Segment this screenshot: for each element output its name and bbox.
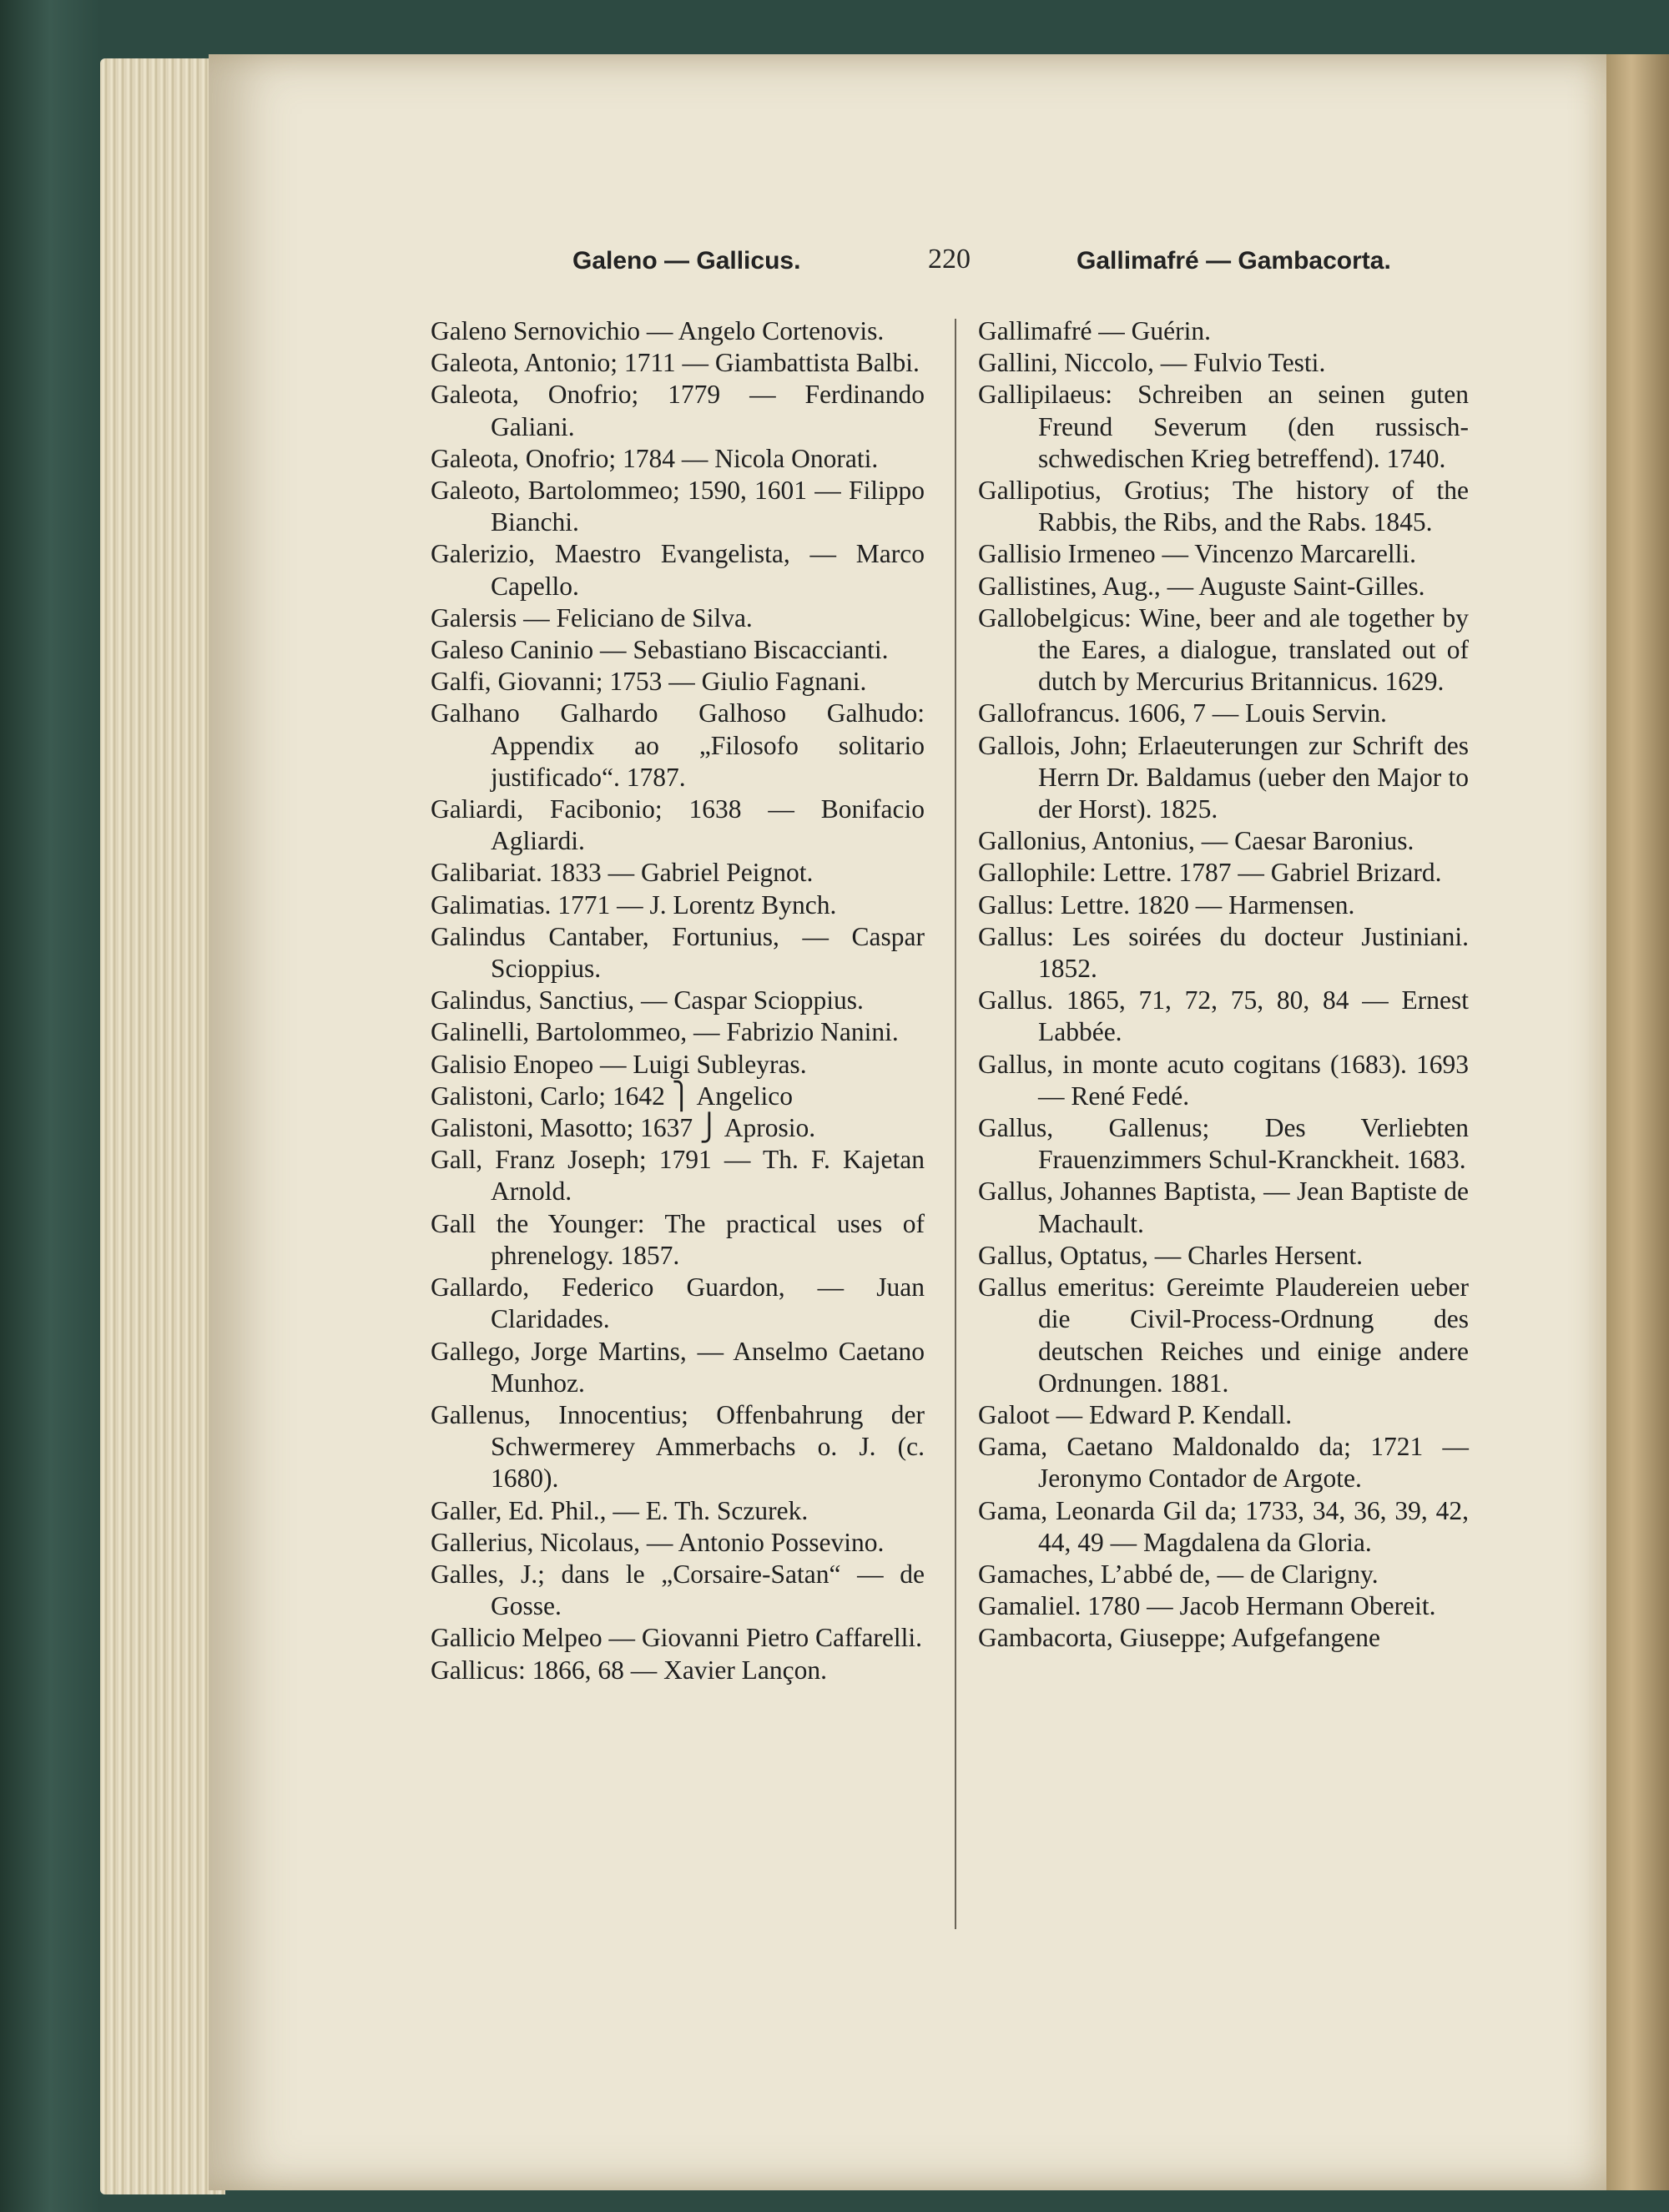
index-entry: Gallofrancus. 1606, 7 — Louis Servin. [978,698,1387,728]
index-entry: Gallus, Gallenus; Des Verliebten Frauenzimmers Schul-Kranckheit. 1683. [978,1113,1469,1175]
index-entry: Gama, Caetano Maldonaldo da; 1721 — Jeronymo Contador de Argote. [978,1432,1469,1494]
index-entry: Gallego, Jorge Martins, — Anselmo Caetano Munhoz. [431,1336,925,1398]
left-column [431,315,925,1686]
index-entry: Galerizio, Maestro Evangelista, — Marco Capello. [431,539,925,601]
index-entry: Gallus emeritus: Gereimte Plaudereien ueber die Civil-Process-Ordnung des deutschen Reiches und einige andere Ordnungen. 1881. [978,1272,1469,1398]
index-entry: Gallipotius, Grotius; The history of the Rabbis, the Ribs, and the Rabs. 1845. [978,476,1469,537]
index-entry: Gallus, in monte acuto cogitans (1683). 1693 — René Fedé. [978,1049,1469,1111]
index-entry: Gallenus, Innocentius; Offenbahrung der Schwermerey Ammerbachs o. J. (c. 1680). [431,1399,925,1494]
index-entry: Gamaliel. 1780 — Jacob Hermann Obereit. [978,1591,1436,1621]
index-entry: Gallicus: 1866, 68 — Xavier Lançon. [431,1655,828,1685]
index-entry: Gallimafré — Guérin. [978,316,1212,345]
index-entry: Galeota, Onofrio; 1779 — Ferdinando Galiani. [431,380,925,441]
index-entry: Gallobelgicus: Wine, beer and ale together by the Eares, a dialogue, translated out of dutch by Mercurius Britannicus. 1629. [978,602,1469,697]
right-column [978,315,1469,1655]
index-entry: Galersis — Feliciano de Silva. [431,602,753,632]
index-entry: Gamaches, L’abbé de, — de Clarigny. [978,1559,1379,1589]
running-head-left: Galeno — Gallicus. [572,247,801,275]
index-entry: Gama, Leonarda Gil da; 1733, 34, 36, 39, 42, 44, 49 — Magdalena da Gloria. [978,1495,1469,1557]
index-entry: Gallonius, Antonius, — Caesar Baronius. [978,826,1414,856]
index-entry: Galfi, Giovanni; 1753 — Giulio Fagnani. [431,667,867,697]
index-entry: Galhano Galhardo Galhoso Galhudo: Appendix ao „Filosofo solitario justificado“. 1787. [431,698,925,792]
running-head-right: Gallimafré — Gambacorta. [1077,247,1391,275]
index-entry: Galinelli, Bartolommeo, — Fabrizio Nanini. [431,1017,899,1047]
index-entry: Gallini, Niccolo, — Fulvio Testi. [978,348,1326,378]
index-entry: Galindus, Sanctius, — Caspar Scioppius. [431,985,864,1015]
index-entry: Gallois, John; Erlaeuterungen zur Schrift des Herrn Dr. Baldamus (ueber den Major to der Horst). 1825. [978,730,1469,824]
page-stack-edge [100,58,225,2194]
index-entry: Gall, Franz Joseph; 1791 — Th. F. Kajetan Arnold. [431,1145,925,1207]
index-entry: Galeno Sernovichio — Angelo Cortenovis. [431,316,885,345]
index-entry: Galisio Enopeo — Luigi Subleyras. [431,1049,807,1079]
index-entry: Gallerius, Nicolaus, — Antonio Possevino. [431,1527,885,1557]
index-entry: Galindus Cantaber, Fortunius, — Caspar Scioppius. [431,921,925,984]
index-entry: Gambacorta, Giuseppe; Aufgefangene [978,1623,1380,1653]
index-entry: Gallophile: Lettre. 1787 — Gabriel Brizard. [978,858,1442,888]
index-entry: Galeota, Antonio; 1711 — Giambattista Balbi. [431,348,920,378]
page-number: 220 [928,244,971,275]
facing-page-edge [1606,54,1669,2190]
index-entry: Gallipilaeus: Schreiben an seinen guten Freund Severum (den russisch-schwedischen Krieg betreffend). 1740. [978,380,1469,473]
index-entry: Galistoni, Masotto; 1637 ⎭ Aprosio. [431,1113,816,1143]
index-entry: Gall the Younger: The practical uses of phrenelogy. 1857. [431,1208,925,1270]
index-entry: Galibariat. 1833 — Gabriel Peignot. [431,858,814,888]
index-entry: Galimatias. 1771 — J. Lorentz Bynch. [431,889,837,920]
index-entry: Gallus. 1865, 71, 72, 75, 80, 84 — Ernest Labbée. [978,985,1469,1047]
index-entry: Gallisio Irmeneo — Vincenzo Marcarelli. [978,539,1416,569]
index-entry: Gallus, Johannes Baptista, — Jean Baptiste de Machault. [978,1177,1469,1238]
index-entry: Galoot — Edward P. Kendall. [978,1399,1293,1429]
index-entry: Galeso Caninio — Sebastiano Biscaccianti. [431,635,889,665]
column-divider [955,319,956,1929]
index-entry: Galiardi, Facibonio; 1638 — Bonifacio Agliardi. [431,794,925,856]
index-entry: Galeota, Onofrio; 1784 — Nicola Onorati. [431,443,879,473]
index-entry: Gallus, Optatus, — Charles Hersent. [978,1240,1364,1270]
index-entry: Galeoto, Bartolommeo; 1590, 1601 — Filippo Bianchi. [431,476,925,537]
index-entry: Gallistines, Aug., — Auguste Saint-Gilles. [978,571,1425,601]
index-entry: Gallus: Lettre. 1820 — Harmensen. [978,889,1355,920]
index-entry: Gallicio Melpeo — Giovanni Pietro Caffarelli. [431,1623,923,1653]
index-entry: Galles, J.; dans le „Corsaire-Satan“ — de Gosse. [431,1559,925,1621]
index-entry: Galistoni, Carlo; 1642 ⎫ Angelico [431,1081,793,1111]
index-entry: Gallus: Les soirées du docteur Justiniani. 1852. [978,921,1469,984]
index-entry: Galler, Ed. Phil., — E. Th. Sczurek. [431,1495,809,1525]
index-entry: Gallardo, Federico Guardon, — Juan Claridades. [431,1272,925,1334]
